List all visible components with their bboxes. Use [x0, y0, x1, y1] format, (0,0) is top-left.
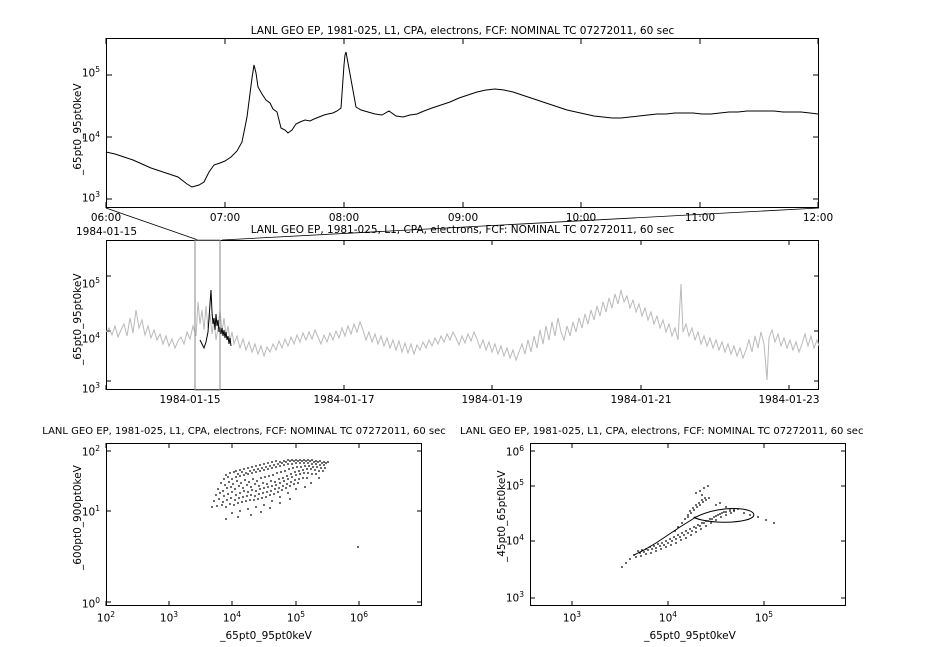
middle-ytick-1e3: $10^3$	[81, 381, 100, 396]
br-ytick-1e6: $10^6$	[505, 444, 524, 459]
br-xtick-1e5: $10^5$	[754, 610, 774, 625]
top-ytick-1e5: $10^5$	[81, 65, 100, 80]
bottom-left-ticks	[106, 443, 422, 606]
br-ytick-1e3: $10^3$	[505, 590, 524, 605]
top-xtick-0900: 09:00	[447, 212, 479, 224]
bottom-left-plot-area	[106, 443, 422, 606]
top-panel-ylabel-text: _65pt0_95pt0keV	[72, 83, 84, 175]
top-xtick-0600: 06:00	[90, 212, 122, 224]
top-ytick-1e4: $10^4$	[81, 130, 100, 145]
middle-xtick-4: 1984-01-23	[758, 394, 820, 406]
middle-xtick-3: 1984-01-21	[610, 394, 672, 406]
top-ytick-1e3: $10^3$	[81, 190, 100, 205]
middle-panel-plot-area	[106, 240, 819, 390]
bl-xtick-1e3: $10^3$	[159, 610, 179, 625]
top-xtick-1200: 12:00	[802, 212, 834, 224]
bottom-right-scatter-points	[621, 485, 775, 568]
br-ytick-1e4: $10^4$	[505, 533, 524, 548]
middle-panel-ylabel-text: _65pt0_95pt0keV	[72, 273, 84, 365]
middle-ytick-1e5: $10^5$	[81, 276, 100, 291]
middle-panel-context-trace	[106, 284, 819, 380]
middle-xtick-2: 1984-01-19	[461, 394, 523, 406]
bl-ytick-1e0: $10^0$	[81, 596, 100, 611]
bl-xtick-1e5: $10^5$	[286, 610, 306, 625]
bottom-left-xlabel: _65pt0_95pt0keV	[220, 630, 312, 642]
bottom-right-tail-trace	[634, 517, 696, 555]
top-panel-data-trace	[106, 52, 818, 187]
br-ytick-1e5: $10^5$	[505, 478, 524, 493]
bottom-right-loop-trace	[694, 508, 754, 522]
bl-xtick-1e6: $10^6$	[349, 610, 369, 625]
br-xtick-1e4: $10^4$	[658, 610, 678, 625]
bl-ytick-1e1: $10^1$	[81, 504, 100, 519]
top-panel-xlabel: 1984-01-15	[76, 226, 138, 238]
bottom-left-ylabel-text: _600pt0_900pt0keV	[72, 465, 84, 570]
bottom-left-panel-title: LANL GEO EP, 1981-025, L1, CPA, electrons, FCF: NOMINAL TC 07272011, 60 sec	[42, 426, 446, 437]
bottom-right-panel-title: LANL GEO EP, 1981-025, L1, CPA, electrons, FCF: NOMINAL TC 07272011, 60 sec	[460, 426, 864, 437]
middle-ytick-1e4: $10^4$	[81, 331, 100, 346]
br-xtick-1e3: $10^3$	[562, 610, 582, 625]
middle-xtick-0: 1984-01-15	[159, 394, 221, 406]
bottom-right-plot-area	[530, 443, 846, 606]
bottom-right-xlabel: _65pt0_95pt0keV	[644, 630, 736, 642]
middle-xtick-1: 1984-01-17	[313, 394, 375, 406]
bottom-right-ticks	[530, 443, 846, 606]
bl-xtick-1e2: $10^2$	[96, 610, 116, 625]
top-panel-yticks	[106, 75, 819, 199]
top-xtick-0800: 08:00	[328, 212, 360, 224]
top-panel-title: LANL GEO EP, 1981-025, L1, CPA, electrons, FCF: NOMINAL TC 07272011, 60 sec	[250, 25, 675, 37]
middle-panel-ticks	[106, 240, 819, 390]
top-xtick-1100: 11:00	[684, 212, 716, 224]
bottom-right-ylabel-text: _45pt0_65pt0keV	[496, 470, 508, 562]
top-panel-plot-area	[106, 38, 819, 208]
top-xtick-0700: 07:00	[209, 212, 241, 224]
top-xtick-1000: 10:00	[565, 212, 597, 224]
bl-xtick-1e4: $10^4$	[222, 610, 242, 625]
bl-ytick-1e2: $10^2$	[81, 444, 100, 459]
bottom-left-scatter-points	[211, 459, 359, 548]
top-panel-xticks	[106, 38, 818, 208]
middle-panel-title: LANL GEO EP, 1981-025, L1, CPA, electrons, FCF: NOMINAL TC 07272011, 60 sec	[250, 224, 675, 236]
